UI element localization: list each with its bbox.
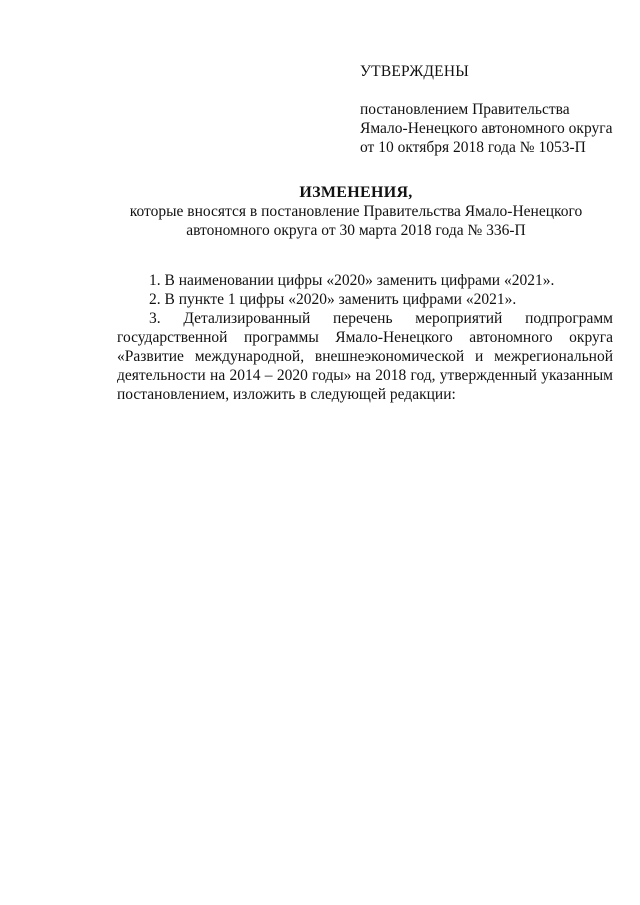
list-item: 2. В пункте 1 цифры «2020» заменить цифрами «2021».: [149, 291, 517, 308]
approval-line: постановлением Правительства: [360, 101, 570, 118]
list-item: 1. В наименовании цифры «2020» заменить цифрами «2021».: [149, 272, 555, 289]
document-subtitle-line: которые вносятся в постановление Правительства Ямало-Ненецкого: [129, 203, 583, 220]
approval-block: [360, 62, 620, 157]
document-subtitle-line: автономного округа от 30 марта 2018 года № 336-П: [186, 222, 526, 239]
document-body: [117, 271, 613, 404]
approval-line: от 10 октября 2018 года № 1053-П: [360, 139, 586, 156]
document-heading: [96, 183, 616, 240]
approval-title: УТВЕРЖДЕНЫ: [360, 63, 469, 80]
list-item: 3. Детализированный перечень мероприятий подпрограмм государственной программы Ямало-Ненецкого автономного округа «Развитие международной, внешнеэкономической и межрегиональной деятельности на 2014 – 2020 годы» на 2018 год, утвержденный указанным постановлением, изложить в следующей редакции:: [117, 310, 613, 403]
document-title: ИЗМЕНЕНИЯ,: [299, 184, 413, 201]
approval-line: Ямало-Ненецкого автономного округа: [360, 120, 613, 137]
